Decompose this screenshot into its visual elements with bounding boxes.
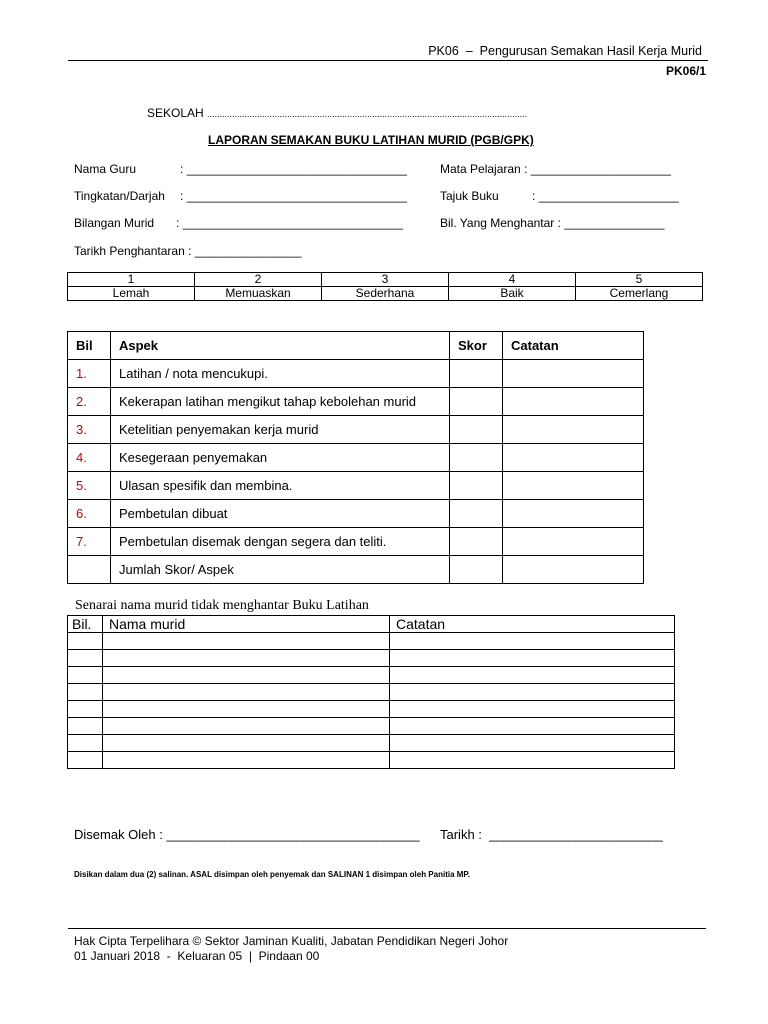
- disemak-field[interactable]: [74, 827, 420, 843]
- score-cell[interactable]: [450, 528, 503, 556]
- student-row: [68, 718, 675, 735]
- aspect-number: 7.: [68, 528, 111, 556]
- name-cell[interactable]: [103, 752, 390, 769]
- footer-revision: Pindaan 00: [258, 949, 320, 963]
- aspect-text: Kesegeraan penyemakan: [111, 444, 450, 472]
- col-header-nama: Nama murid: [103, 616, 390, 633]
- field-label: Tajuk Buku: [440, 189, 499, 203]
- bil-cell[interactable]: [68, 650, 103, 667]
- total-note-cell[interactable]: [503, 556, 644, 584]
- bil-cell[interactable]: [68, 667, 103, 684]
- note-cell[interactable]: [503, 444, 644, 472]
- field-nama-guru: [74, 162, 136, 177]
- note-cell[interactable]: [390, 701, 675, 718]
- bil-cell[interactable]: [68, 752, 103, 769]
- field-line: _________________________________: [186, 162, 407, 176]
- disemak-line: ___________________________________: [166, 827, 420, 842]
- note-cell[interactable]: [390, 633, 675, 650]
- col-header-skor: Skor: [450, 332, 503, 360]
- header-dash: –: [465, 44, 473, 58]
- student-row: [68, 633, 675, 650]
- tarikh-line: ________________________: [489, 827, 663, 842]
- field-bilangan-murid: [74, 216, 154, 231]
- bil-cell[interactable]: [68, 735, 103, 752]
- scale-label: Sederhana: [322, 287, 449, 301]
- aspect-text: Kekerapan latihan mengikut tahap kebolehan murid: [111, 388, 450, 416]
- footer-date: 01 Januari 2018: [74, 949, 161, 963]
- bil-cell[interactable]: [68, 633, 103, 650]
- field-line: _____________________: [538, 189, 679, 203]
- aspect-row: [68, 528, 644, 556]
- name-cell[interactable]: [103, 735, 390, 752]
- aspect-number: 6.: [68, 500, 111, 528]
- aspect-header-row: [68, 332, 644, 360]
- field-colon: :: [524, 162, 528, 176]
- note-cell[interactable]: [390, 650, 675, 667]
- note-cell[interactable]: [390, 752, 675, 769]
- field-colon: :: [180, 189, 184, 203]
- school-row: [147, 106, 527, 122]
- field-label: Tarikh Penghantaran: [74, 244, 185, 258]
- aspect-number: 3.: [68, 416, 111, 444]
- header-rule: [68, 60, 708, 61]
- scale-number-row: [68, 273, 703, 287]
- field-colon: :: [176, 216, 180, 230]
- field-tajuk-buku-value[interactable]: [532, 189, 679, 204]
- bil-cell[interactable]: [68, 701, 103, 718]
- scale-number: 5: [576, 273, 703, 287]
- total-score-cell[interactable]: [450, 556, 503, 584]
- student-row: [68, 752, 675, 769]
- aspect-number: 1.: [68, 360, 111, 388]
- note-cell[interactable]: [503, 472, 644, 500]
- col-header-bil: Bil.: [68, 616, 103, 633]
- aspect-text: Ulasan spesifik dan membina.: [111, 472, 450, 500]
- school-dots: ................................................................................................................................: [207, 109, 528, 119]
- note-cell[interactable]: [503, 360, 644, 388]
- scale-label: Cemerlang: [576, 287, 703, 301]
- field-line: _________________________________: [182, 216, 403, 230]
- field-line: _____________________: [530, 162, 671, 176]
- aspect-table: [67, 331, 644, 584]
- field-bilangan-murid-value[interactable]: [176, 216, 403, 231]
- aspect-number: 2.: [68, 388, 111, 416]
- footer-issue: Keluaran 05: [177, 949, 243, 963]
- form-title: Pengurusan Semakan Hasil Kerja Murid: [479, 44, 702, 58]
- student-row: [68, 684, 675, 701]
- page-code: PK06/1: [665, 64, 706, 78]
- field-tingkatan-value[interactable]: [180, 189, 407, 204]
- bil-cell[interactable]: [68, 684, 103, 701]
- name-cell[interactable]: [103, 701, 390, 718]
- student-row: [68, 650, 675, 667]
- scale-label: Baik: [449, 287, 576, 301]
- footer-copyright: Hak Cipta Terpelihara © Sektor Jaminan Kualiti, Jabatan Pendidikan Negeri Johor: [74, 934, 509, 948]
- score-scale-table: [67, 272, 703, 301]
- score-cell[interactable]: [450, 500, 503, 528]
- aspect-row: [68, 500, 644, 528]
- student-list-caption: Senarai nama murid tidak menghantar Buku Latihan: [75, 598, 369, 613]
- note-cell[interactable]: [503, 388, 644, 416]
- field-line: ________________: [194, 244, 302, 258]
- bil-cell[interactable]: [68, 718, 103, 735]
- score-cell[interactable]: [450, 444, 503, 472]
- instruction-note: Disikan dalam dua (2) salinan. ASAL disimpan oleh penyemak dan SALINAN 1 disimpan oleh Panitia MP.: [74, 870, 470, 879]
- school-label: SEKOLAH: [147, 106, 204, 120]
- student-row: [68, 701, 675, 718]
- col-header-aspek: Aspek: [111, 332, 450, 360]
- field-label: Tingkatan/Darjah: [74, 189, 165, 203]
- note-cell[interactable]: [503, 500, 644, 528]
- note-cell[interactable]: [390, 718, 675, 735]
- field-label: Bilangan Murid: [74, 216, 155, 230]
- form-header: [428, 44, 702, 59]
- field-line: _________________________________: [186, 189, 407, 203]
- student-row: [68, 667, 675, 684]
- score-cell[interactable]: [450, 360, 503, 388]
- empty-cell: [68, 556, 111, 584]
- field-mata-pelajaran[interactable]: [440, 162, 671, 177]
- report-title: LAPORAN SEMAKAN BUKU LATIHAN MURID (PGB/GPK): [208, 133, 534, 147]
- aspect-text: Latihan / nota mencukupi.: [111, 360, 450, 388]
- field-label: Nama Guru: [74, 162, 137, 176]
- aspect-number: 4.: [68, 444, 111, 472]
- note-cell[interactable]: [390, 667, 675, 684]
- student-list-table: [67, 615, 675, 769]
- scale-label: Lemah: [68, 287, 195, 301]
- student-header-row: [68, 616, 675, 633]
- footer-sep: -: [166, 949, 171, 963]
- tarikh-label: Tarikh :: [440, 827, 482, 842]
- note-cell[interactable]: [503, 416, 644, 444]
- aspect-row: [68, 360, 644, 388]
- name-cell[interactable]: [103, 684, 390, 701]
- name-cell[interactable]: [103, 650, 390, 667]
- footer-version: [74, 949, 319, 964]
- aspect-row: [68, 388, 644, 416]
- name-cell[interactable]: [103, 633, 390, 650]
- score-cell[interactable]: [450, 388, 503, 416]
- aspect-text: Pembetulan dibuat: [111, 500, 450, 528]
- col-header-catatan: Catatan: [390, 616, 675, 633]
- tarikh-field[interactable]: [440, 827, 663, 843]
- note-cell[interactable]: [390, 684, 675, 701]
- score-cell[interactable]: [450, 416, 503, 444]
- aspect-text: Ketelitian penyemakan kerja murid: [111, 416, 450, 444]
- field-nama-guru-value[interactable]: [180, 162, 407, 177]
- aspect-text: Pembetulan disemak dengan segera dan teliti.: [111, 528, 450, 556]
- name-cell[interactable]: [103, 718, 390, 735]
- note-cell[interactable]: [390, 735, 675, 752]
- field-label: Bil. Yang Menghantar: [440, 216, 555, 230]
- aspect-row: [68, 416, 644, 444]
- scale-number: 1: [68, 273, 195, 287]
- col-header-catatan: Catatan: [503, 332, 644, 360]
- form-code: PK06: [428, 44, 459, 58]
- name-cell[interactable]: [103, 667, 390, 684]
- footer-sep: |: [248, 949, 252, 963]
- field-label: Mata Pelajaran: [440, 162, 521, 176]
- student-row: [68, 735, 675, 752]
- aspect-row: [68, 472, 644, 500]
- aspect-number: 5.: [68, 472, 111, 500]
- footer-rule: [68, 928, 706, 929]
- aspect-total-row: [68, 556, 644, 584]
- disemak-label: Disemak Oleh :: [74, 827, 163, 842]
- field-tajuk-buku-label: [440, 189, 499, 204]
- field-colon: :: [557, 216, 561, 230]
- field-line: _______________: [564, 216, 665, 230]
- scale-label-row: [68, 287, 703, 301]
- aspect-row: [68, 444, 644, 472]
- field-colon: :: [532, 189, 536, 203]
- scale-number: 4: [449, 273, 576, 287]
- total-label: Jumlah Skor/ Aspek: [111, 556, 450, 584]
- scale-number: 3: [322, 273, 449, 287]
- field-tingkatan: [74, 189, 165, 204]
- score-cell[interactable]: [450, 472, 503, 500]
- note-cell[interactable]: [503, 528, 644, 556]
- col-header-bil: Bil: [68, 332, 111, 360]
- scale-number: 2: [195, 273, 322, 287]
- scale-label: Memuaskan: [195, 287, 322, 301]
- field-colon: :: [180, 162, 184, 176]
- field-bil-menghantar[interactable]: [440, 216, 664, 231]
- field-tarikh-penghantaran[interactable]: [74, 244, 302, 259]
- field-colon: :: [188, 244, 192, 258]
